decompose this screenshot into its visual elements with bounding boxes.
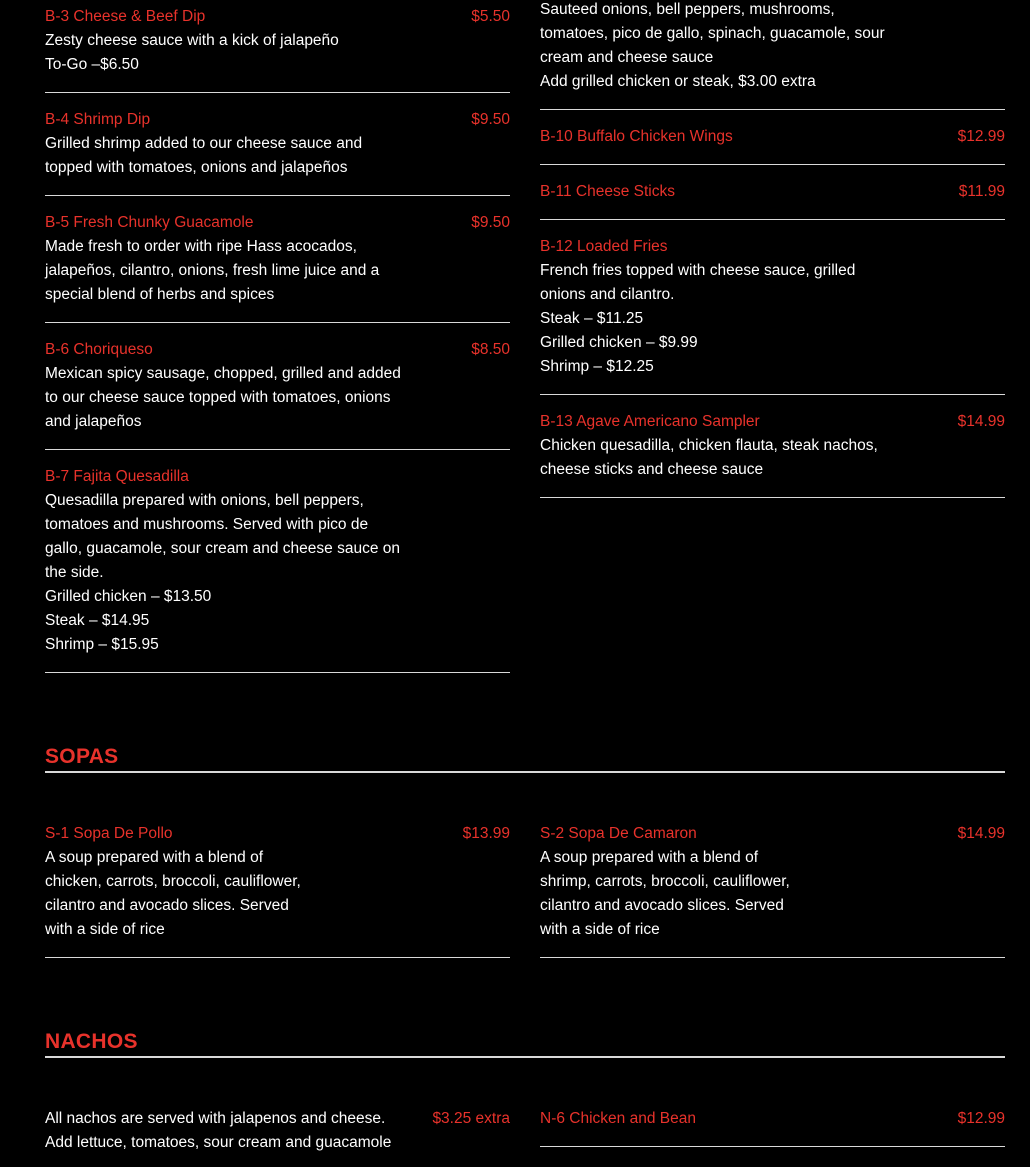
- menu-item-continued: [540, 0, 1005, 110]
- item-name: B-6 Choriqueso: [45, 341, 153, 358]
- item-name: B-11 Cheese Sticks: [540, 183, 675, 200]
- item-name: B-10 Buffalo Chicken Wings: [540, 128, 733, 145]
- section-title-sopas: SOPAS: [45, 743, 1005, 773]
- item-name: N-6 Chicken and Bean: [540, 1110, 696, 1127]
- item-name: B-12 Loaded Fries: [540, 238, 668, 255]
- menu-item-b10: [540, 125, 1005, 165]
- item-name: B-4 Shrimp Dip: [45, 111, 151, 128]
- item-description: Made fresh to order with ripe Hass acocados, jalapeños, cilantro, onions, fresh lime juice and a special blend of herbs and spices: [45, 238, 380, 303]
- item-price: $11.99: [958, 183, 1005, 200]
- item-description: Grilled shrimp added to our cheese sauce and topped with tomatoes, onions and jalapeños: [45, 135, 363, 176]
- item-price: $9.50: [471, 214, 510, 231]
- menu-item-b11: [540, 180, 1005, 220]
- item-price: $5.50: [471, 8, 510, 25]
- item-price: $8.50: [471, 341, 510, 358]
- item-description: A soup prepared with a blend of chicken, carrots, broccoli, cauliflower, cilantro and avocado slices. Served with a side of rice: [45, 849, 301, 938]
- menu-item-b6: [45, 338, 510, 450]
- menu-item-b5: [45, 211, 510, 323]
- nachos-intro: [45, 1107, 510, 1167]
- menu-item-b12: [540, 235, 1005, 395]
- item-description: Sauteed onions, bell peppers, mushrooms, tomatoes, pico de gallo, spinach, guacamole, sour cream and cheese sauce Add grilled chicken or steak, $3.00 extra: [540, 1, 885, 90]
- item-name: B-3 Cheese & Beef Dip: [45, 8, 206, 25]
- item-name: B-13 Agave Americano Sampler: [540, 413, 760, 430]
- item-name: B-5 Fresh Chunky Guacamole: [45, 214, 254, 231]
- item-price: $3.25 extra: [432, 1110, 510, 1127]
- item-price: $9.50: [471, 111, 510, 128]
- item-description: Chicken quesadilla, chicken flauta, steak nachos, cheese sticks and cheese sauce: [540, 437, 878, 478]
- item-price: $14.99: [957, 825, 1005, 842]
- menu-item-n6: [540, 1107, 1005, 1147]
- item-price: $14.99: [957, 413, 1005, 430]
- item-name: S-2 Sopa De Camaron: [540, 825, 697, 842]
- item-price: $12.99: [957, 128, 1005, 145]
- item-description: A soup prepared with a blend of shrimp, carrots, broccoli, cauliflower, cilantro and avocado slices. Served with a side of rice: [540, 849, 790, 938]
- item-price: $13.99: [462, 825, 510, 842]
- menu-item-s2: [540, 822, 1005, 958]
- menu-item-b13: [540, 410, 1005, 498]
- item-price: $12.99: [957, 1110, 1005, 1127]
- item-description: All nachos are served with jalapenos and cheese. Add lettuce, tomatoes, sour cream and guacamole: [45, 1110, 392, 1151]
- menu-item-b3: [45, 5, 510, 93]
- item-name: B-7 Fajita Quesadilla: [45, 468, 189, 485]
- item-description: Quesadilla prepared with onions, bell peppers, tomatoes and mushrooms. Served with pico de gallo, guacamole, sour cream and cheese sauce on the side. Grilled chicken – $13.50 Steak – $14.95 Shrimp – $15.95: [45, 492, 400, 653]
- item-description: Zesty cheese sauce with a kick of jalapeño To-Go –$6.50: [45, 32, 339, 73]
- item-name: S-1 Sopa De Pollo: [45, 825, 173, 842]
- menu-item-b7: [45, 465, 510, 673]
- menu-item-s1: [45, 822, 510, 958]
- menu-item-b4: [45, 108, 510, 196]
- item-description: Mexican spicy sausage, chopped, grilled and added to our cheese sauce topped with tomatoes, onions and jalapeños: [45, 365, 401, 430]
- section-title-nachos: NACHOS: [45, 1028, 1005, 1058]
- item-description: French fries topped with cheese sauce, grilled onions and cilantro. Steak – $11.25 Grilled chicken – $9.99 Shrimp – $12.25: [540, 262, 856, 375]
